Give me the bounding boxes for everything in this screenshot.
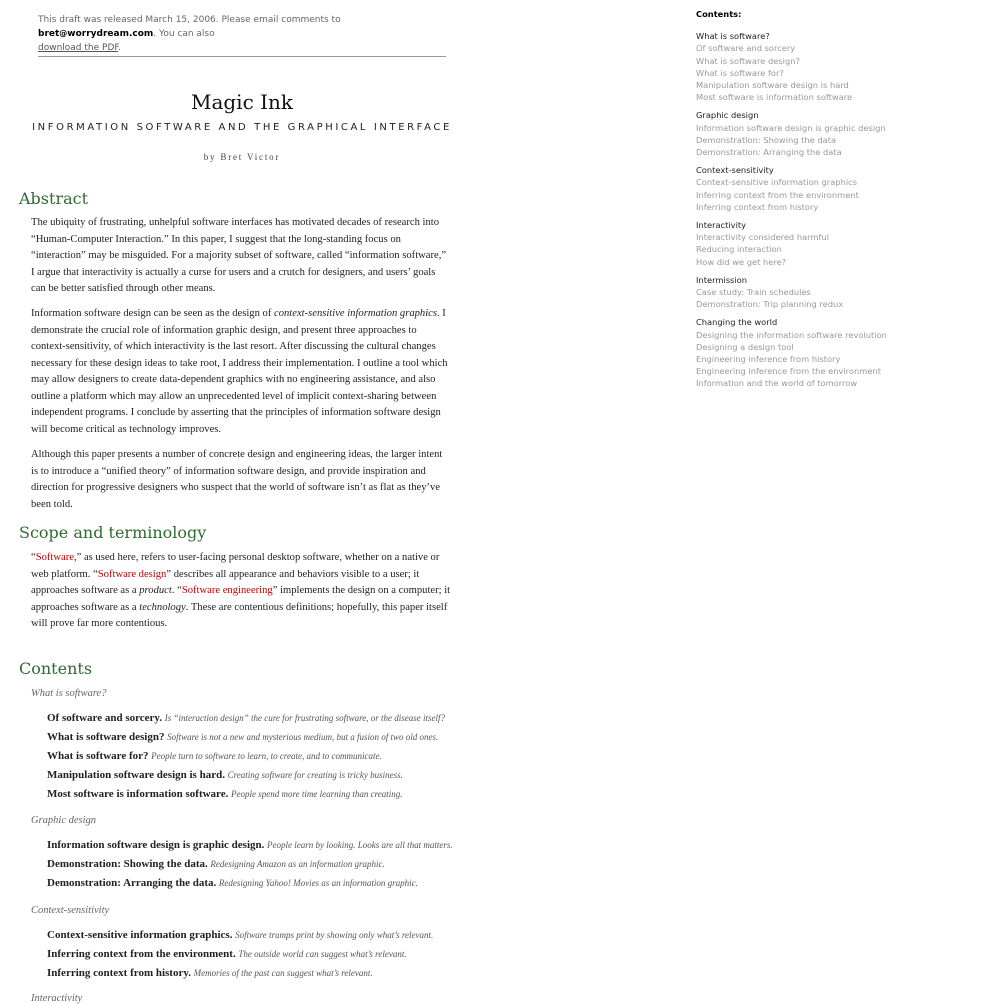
contents-entry[interactable] <box>47 839 453 851</box>
contents-entry-title[interactable]: Of software and sorcery. <box>47 712 163 724</box>
sidebar-group <box>696 164 986 213</box>
sidebar-item-link[interactable]: What is software for? <box>696 67 784 78</box>
sidebar-chapter-link[interactable]: Intermission <box>696 274 748 285</box>
contents-entry[interactable] <box>47 731 438 743</box>
sidebar-chapter-link[interactable]: Graphic design <box>696 110 759 121</box>
contents-entry[interactable] <box>47 712 445 724</box>
contents-entry[interactable] <box>47 948 407 960</box>
contents-entry-title[interactable]: Demonstration: Arranging the data. <box>47 877 217 889</box>
contents-entry-title[interactable]: Manipulation software design is hard. <box>47 769 225 781</box>
byline: by Bret Victor <box>203 152 281 162</box>
contents-entry-title[interactable]: What is software design? <box>47 731 165 743</box>
contents-entry-title[interactable]: Inferring context from the environment. <box>47 948 236 960</box>
abstract-heading: Abstract <box>19 189 89 208</box>
abstract-p2-text-a: Information software design can be seen as the design of <box>31 308 274 319</box>
contents-entry-desc: Redesigning Amazon as an information graphic. <box>210 859 385 869</box>
sidebar-chapter-link[interactable]: Interactivity <box>696 220 747 231</box>
contents-entry[interactable] <box>47 929 433 941</box>
sidebar-item-link[interactable]: Demonstration: Arranging the data <box>696 147 842 158</box>
draft-notice-text: This draft was released March 15, 2006. Please email comments to <box>38 15 341 25</box>
sidebar-chapter-link[interactable]: What is software? <box>696 31 770 42</box>
sidebar-group <box>696 109 986 158</box>
abstract-p2-text-b: . I demonstrate the crucial role of information graphic design, and present three approaches to context-sensitivity, of which interactivity is the last resort. After discussing the cultural changes necessary for these design ideas to take root, I address their implementation. I outline a tool which may allow designers to create data-dependent graphics with no engineering assistance, and also outline a platform which may allow an unprecedented level of implicit context-sharing between independent programs. I conclude by asserting that the principles of information software design will become critical as technology improves. <box>31 308 448 435</box>
contents-entry-desc: People learn by looking. Looks are all that matters. <box>267 840 453 850</box>
sidebar-item-link[interactable]: Interactivity considered harmful <box>696 232 830 243</box>
sidebar-item-link[interactable]: Of software and sorcery <box>696 43 796 54</box>
sidebar-item-link[interactable]: Designing the information software revolution <box>696 329 887 340</box>
contents-entry-desc: Software is not a new and mysterious medium, but a fusion of two old ones. <box>167 732 439 742</box>
sidebar-item-link[interactable]: Context-sensitive information graphics <box>696 177 858 188</box>
sidebar-item-link[interactable]: Manipulation software design is hard <box>696 80 849 91</box>
term-software-engineering-link[interactable]: Software engineering <box>181 585 273 596</box>
email-domain[interactable]: worrydream.com <box>67 29 154 39</box>
sidebar-item-link[interactable]: Information and the world of tomorrow <box>696 378 858 389</box>
sidebar-item-link[interactable]: Demonstration: Trip planning redux <box>696 299 844 310</box>
abstract-p2-emphasis: context-sensitive information graphics <box>274 308 437 319</box>
sidebar-item-link[interactable]: Engineering inference from history <box>696 354 841 365</box>
sidebar-item-link[interactable]: Inferring context from the environment <box>696 189 859 200</box>
term-software-design-link[interactable]: Software design <box>97 568 167 580</box>
contents-entry-title[interactable]: Most software is information software. <box>47 788 229 800</box>
contents-entry-desc: Creating software for creating is tricky business. <box>227 770 403 780</box>
sidebar-item-link[interactable]: Information software design is graphic design <box>696 122 886 133</box>
header-divider <box>38 56 446 57</box>
contents-entry[interactable] <box>47 788 403 800</box>
pdf-link-suffix: . <box>118 43 121 53</box>
page-title: Magic Ink <box>190 90 294 114</box>
sidebar-item-link[interactable]: Case study: Train schedules <box>696 287 811 298</box>
contents-category: Graphic design <box>31 815 97 826</box>
contents-entry-title[interactable]: What is software for? <box>47 750 149 762</box>
contents-entry-title[interactable]: Information software design is graphic design. <box>47 839 265 851</box>
scope-paragraph <box>31 550 451 633</box>
email-user[interactable]: bret <box>38 29 60 39</box>
scope-text-1: ,” as used here, refers to user-facing personal desktop software, whether on a native or web platform. “ <box>31 552 440 580</box>
sidebar-group <box>696 316 986 389</box>
contents-category: Interactivity <box>31 993 83 1004</box>
sidebar-item-link[interactable]: Inferring context from history <box>696 201 819 212</box>
contents-entry-desc: Is “interaction design” the cure for frustrating software, or the disease itself? <box>164 713 446 723</box>
download-pdf-link[interactable]: download the PDF <box>38 43 119 53</box>
contents-entry-desc: Software trumps print by showing only what’s relevant. <box>235 930 434 940</box>
draft-notice-suffix: . You can also <box>153 29 215 39</box>
contents-entry-desc: People turn to software to learn, to create, and to communicate. <box>151 751 382 761</box>
abstract-paragraph-3: Although this paper presents a number of concrete design and engineering ideas, the larger intent is to introduce a “unified theory” of information software design, and provide inspiration and direction for progressive designers who suspect that the world of software isn’t as flat as they’ve been told. <box>31 449 443 510</box>
sidebar-item-link[interactable]: How did we get here? <box>696 256 787 267</box>
contents-category: What is software? <box>31 688 107 699</box>
contents-entry[interactable] <box>47 967 373 979</box>
email-link[interactable] <box>38 29 153 39</box>
contents-category: Context-sensitivity <box>31 905 110 916</box>
contents-entry-desc: The outside world can suggest what’s relevant. <box>238 949 407 959</box>
sidebar-heading: Contents: <box>696 9 742 19</box>
contents-entry[interactable] <box>47 750 382 762</box>
contents-entry-desc: Redesigning Yahoo! Movies as an information graphic. <box>218 878 418 888</box>
contents-entry-desc: People spend more time learning than creating. <box>231 789 403 799</box>
contents-entry[interactable] <box>47 877 418 889</box>
term-software-link[interactable]: Software <box>35 552 74 563</box>
scope-text-3: . “ <box>171 585 182 596</box>
draft-notice <box>38 13 458 55</box>
contents-entry-title[interactable]: Context-sensitive information graphics. <box>47 929 233 941</box>
scope-emphasis-product: product <box>139 585 172 596</box>
sidebar-item-link[interactable]: What is software design? <box>696 55 800 66</box>
page-subtitle: INFORMATION SOFTWARE AND THE GRAPHICAL INTERFACE <box>32 122 452 133</box>
sidebar-contents <box>696 8 986 396</box>
contents-entry[interactable] <box>47 769 403 781</box>
scope-text-2: ” describes all appearance and behaviors visible to a user; it approaches software as a <box>31 568 420 596</box>
sidebar-group <box>696 30 986 103</box>
sidebar-item-link[interactable]: Reducing interaction <box>696 244 782 255</box>
abstract-paragraph-2 <box>31 306 451 438</box>
email-at-glyph[interactable]: @ <box>59 29 68 38</box>
contents-entry[interactable] <box>47 858 385 870</box>
scope-text-5: . These are contentious definitions; hopefully, this paper itself will prove far more contentious. <box>31 601 448 629</box>
scope-heading: Scope and terminology <box>19 523 207 542</box>
contents-entry-desc: Memories of the past can suggest what’s relevant. <box>193 968 373 978</box>
sidebar-item-link[interactable]: Designing a design tool <box>696 341 794 352</box>
sidebar-item-link[interactable]: Demonstration: Showing the data <box>696 134 837 145</box>
contents-entry-title[interactable]: Demonstration: Showing the data. <box>47 858 208 870</box>
sidebar-group <box>696 219 986 268</box>
sidebar-chapter-link[interactable]: Context-sensitivity <box>696 165 774 176</box>
scope-emphasis-technology: technology <box>139 601 186 613</box>
sidebar-item-link[interactable]: Engineering inference from the environment <box>696 366 881 377</box>
scope-text-4: ” implements the design on a computer; it approaches software as a <box>31 585 451 613</box>
sidebar-item-link[interactable]: Most software is information software <box>696 92 853 103</box>
sidebar-chapter-link[interactable]: Changing the world <box>696 317 778 328</box>
contents-heading: Contents <box>19 659 93 678</box>
sidebar-group <box>696 274 986 311</box>
scope-text-0: “ <box>31 552 36 563</box>
abstract-paragraph-1: The ubiquity of frustrating, unhelpful software interfaces has motivated decades of research into “Human-Computer Interaction.” In this paper, I suggest that the long-standing focus on “interaction” may be misguided. For a majority subset of software, called “information software,” I argue that interactivity is actually a curse for users and a crutch for designers, and users’ goals can be better satisfied through other means. <box>31 217 447 294</box>
contents-entry-title[interactable]: Inferring context from history. <box>47 967 191 979</box>
